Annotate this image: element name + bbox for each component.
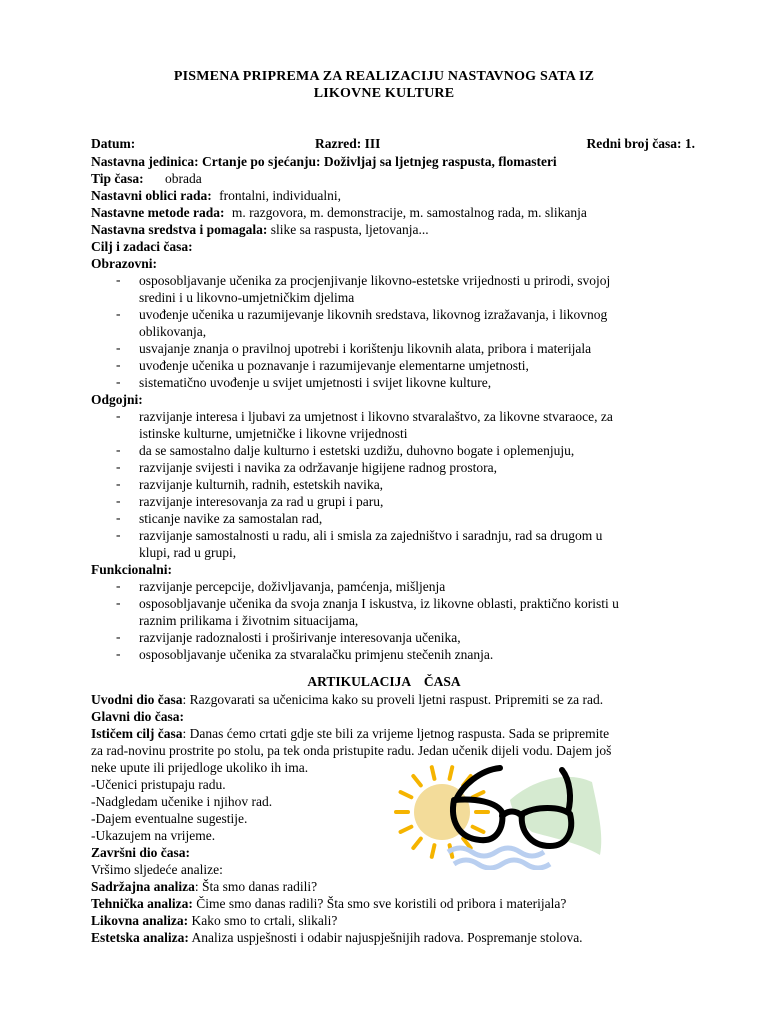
nastavna-sredstva: [91, 221, 429, 238]
sun-ray: [473, 792, 484, 797]
nastavna-sredstva-label: Nastavna sredstva i pomagala:: [91, 222, 268, 237]
nastavni-oblici-label: Nastavni oblici rada:: [91, 188, 212, 203]
tip-casa-value: obrada: [165, 171, 202, 186]
estetska-analiza: [91, 929, 583, 946]
sadrzajna-analiza: [91, 878, 317, 895]
tehnicka-analiza-value: Čime smo danas radili? Šta smo sve koristili od pribora i materijala?: [192, 896, 567, 911]
nastavna-sredstva-value: slike sa raspusta, ljetovanja...: [270, 222, 429, 237]
isticem-cilj-line2: za rad-novinu prostrite po stolu, pa tek onda pristupite radu. Jedan učenik dijeli vodu. Dajem još: [91, 743, 612, 758]
list-item: osposobljavanje učenika za procjenjivanje likovno-estetske vrijednosti u prirodi, svojoj: [139, 273, 611, 288]
tip-casa-label: Tip časa:: [91, 171, 144, 186]
likovna-analiza-value: Kako smo to crtali, slikali?: [188, 913, 338, 928]
list-bullet: -: [116, 459, 121, 474]
isticem-cilj: [91, 725, 609, 742]
list-item: osposobljavanje učenika da svoja znanja I iskustva, iz likovne oblasti, praktično koristi u: [139, 596, 619, 611]
list-item-continuation: sredini i u likovno-umjetničkim djelima: [139, 290, 355, 305]
list-bullet: -: [116, 510, 121, 525]
sun-ray: [473, 827, 484, 832]
sadrzajna-analiza-value: : Šta smo danas radili?: [194, 879, 318, 894]
list-bullet: -: [116, 595, 121, 610]
sun-ray: [413, 776, 420, 785]
document-title-line1: PISMENA PRIPREMA ZA REALIZACIJU NASTAVNOG SATA IZ: [173, 69, 595, 84]
header-row: [91, 136, 695, 153]
list-bullet: -: [116, 272, 121, 287]
cilj-zadaci-heading: Cilj i zadaci časa:: [91, 239, 193, 254]
razred-label: Razred: III: [315, 136, 381, 151]
artikulacija-heading: ARTIKULACIJA ČASA: [307, 674, 461, 689]
water-waves: [448, 848, 550, 868]
nastavne-metode: [91, 204, 587, 221]
list-item-continuation: istinske kulturne, umjetničke i likovne vrijednosti: [139, 426, 408, 441]
list-bullet: -: [116, 340, 121, 355]
obrazovni-heading: Obrazovni:: [91, 256, 157, 271]
list-bullet: -: [116, 646, 121, 661]
list-bullet: -: [116, 442, 121, 457]
sun-ray: [401, 792, 412, 797]
tehnicka-analiza-label: Tehnička analiza:: [91, 896, 193, 911]
list-item: razvijanje svijesti i navika za održavanje higijene radnog prostora,: [139, 460, 497, 475]
list-item: razvijanje radoznalosti i proširivanje interesovanja učenika,: [139, 630, 461, 645]
list-item: razvijanje samostalnosti u radu, ali i smisla za zajedništvo i saradnju, rad sa drugom u: [139, 528, 603, 543]
sun-ray: [432, 845, 435, 857]
estetska-analiza-value: Analiza uspješnosti i odabir najuspješnijih radova. Pospremanje stolova.: [188, 930, 583, 945]
list-item: usvajanje znanja o pravilnoj upotrebi i korištenju likovnih alata, pribora i materijala: [139, 341, 592, 356]
zavrsni-dio-heading: Završni dio časa:: [91, 845, 191, 860]
uvodni-dio-value: : Razgovarati sa učenicima kako su proveli ljetni raspust. Pripremiti se za rad.: [182, 692, 604, 707]
nastavni-oblici: [91, 187, 341, 204]
step-item: -Nadgledam učenike i njihov rad.: [91, 794, 273, 809]
odgojni-heading: Odgojni:: [91, 392, 143, 407]
list-item: osposobljavanje učenika za stvaralačku primjenu stečenih znanja.: [139, 647, 494, 662]
isticem-cilj-label: Ističem cilj časa: [91, 726, 183, 741]
funkcionalni-heading: Funkcionalni:: [91, 562, 173, 577]
list-bullet: -: [116, 629, 121, 644]
step-item: -Ukazujem na vrijeme.: [91, 828, 216, 843]
datum-label: Datum:: [91, 136, 136, 151]
sadrzajna-analiza-label: Sadržajna analiza: [91, 879, 195, 894]
glavni-dio-heading: Glavni dio časa:: [91, 709, 185, 724]
list-item: razvijanje interesovanja za rad u grupi i paru,: [139, 494, 384, 509]
tehnicka-analiza: [91, 895, 566, 912]
estetska-analiza-label: Estetska analiza:: [91, 930, 189, 945]
sun-ray: [401, 827, 412, 832]
sun-ray: [450, 767, 453, 779]
isticem-cilj-line3: neke upute ili prijedloge ukoliko ih ima.: [91, 760, 309, 775]
list-bullet: -: [116, 476, 121, 491]
list-item: da se samostalno dalje kulturno i estetski uzdižu, duhovno bogate i oplemenjuju,: [139, 443, 575, 458]
nastavne-metode-value: m. razgovora, m. demonstracije, m. samostalnog rada, m. slikanja: [231, 205, 587, 220]
list-bullet: -: [116, 357, 121, 372]
list-item: razvijanje kulturnih, radnih, estetskih navika,: [139, 477, 384, 492]
sun-ray: [413, 839, 420, 848]
list-bullet: -: [116, 493, 121, 508]
list-item-continuation: oblikovanja,: [139, 324, 207, 339]
uvodni-dio-label: Uvodni dio časa: [91, 692, 183, 707]
list-item: sticanje navike za samostalan rad,: [139, 511, 323, 526]
list-bullet: -: [116, 578, 121, 593]
tip-casa: [91, 170, 202, 187]
nastavni-oblici-value: frontalni, individualni,: [219, 188, 341, 203]
list-item-continuation: klupi, rad u grupi,: [139, 545, 237, 560]
sun-ray: [432, 767, 435, 779]
isticem-cilj-value: : Danas ćemo crtati gdje ste bili za vrijeme ljetnog raspusta. Sada se pripremite: [182, 726, 610, 741]
redni-broj-label: Redni broj časa: 1.: [586, 136, 695, 151]
uvodni-dio: [91, 691, 603, 708]
list-item-continuation: raznim prilikama i životnim situacijama,: [139, 613, 359, 628]
list-item: razvijanje percepcije, doživljavanja, pamćenja, mišljenja: [139, 579, 446, 594]
list-item: uvođenje učenika u poznavanje i razumijevanje elementarne umjetnosti,: [139, 358, 529, 373]
step-item: -Dajem eventualne sugestije.: [91, 811, 248, 826]
list-bullet: -: [116, 527, 121, 542]
list-bullet: -: [116, 374, 121, 389]
document-title-line2: LIKOVNE KULTURE: [313, 86, 455, 101]
list-bullet: -: [116, 408, 121, 423]
list-bullet: -: [116, 306, 121, 321]
summer-clipart: [392, 760, 612, 870]
likovna-analiza: [91, 912, 337, 929]
likovna-analiza-label: Likovna analiza:: [91, 913, 189, 928]
list-item: uvođenje učenika u razumijevanje likovnih sredstava, likovnog izražavanja, i likovnog: [139, 307, 608, 322]
list-item: razvijanje interesa i ljubavi za umjetnost i likovno stvaralaštvo, za likovne stvaraoce, za: [139, 409, 613, 424]
nastavna-jedinica: Nastavna jedinica: Crtanje po sjećanju: Doživljaj sa ljetnjeg raspusta, flomasteri: [91, 154, 557, 169]
list-item: sistematično uvođenje u svijet umjetnosti i svijet likovne kulture,: [139, 375, 492, 390]
step-item: -Učenici pristupaju radu.: [91, 777, 226, 792]
nastavne-metode-label: Nastavne metode rada:: [91, 205, 225, 220]
vrsimo-analize: Vršimo sljedeće analize:: [91, 862, 223, 877]
